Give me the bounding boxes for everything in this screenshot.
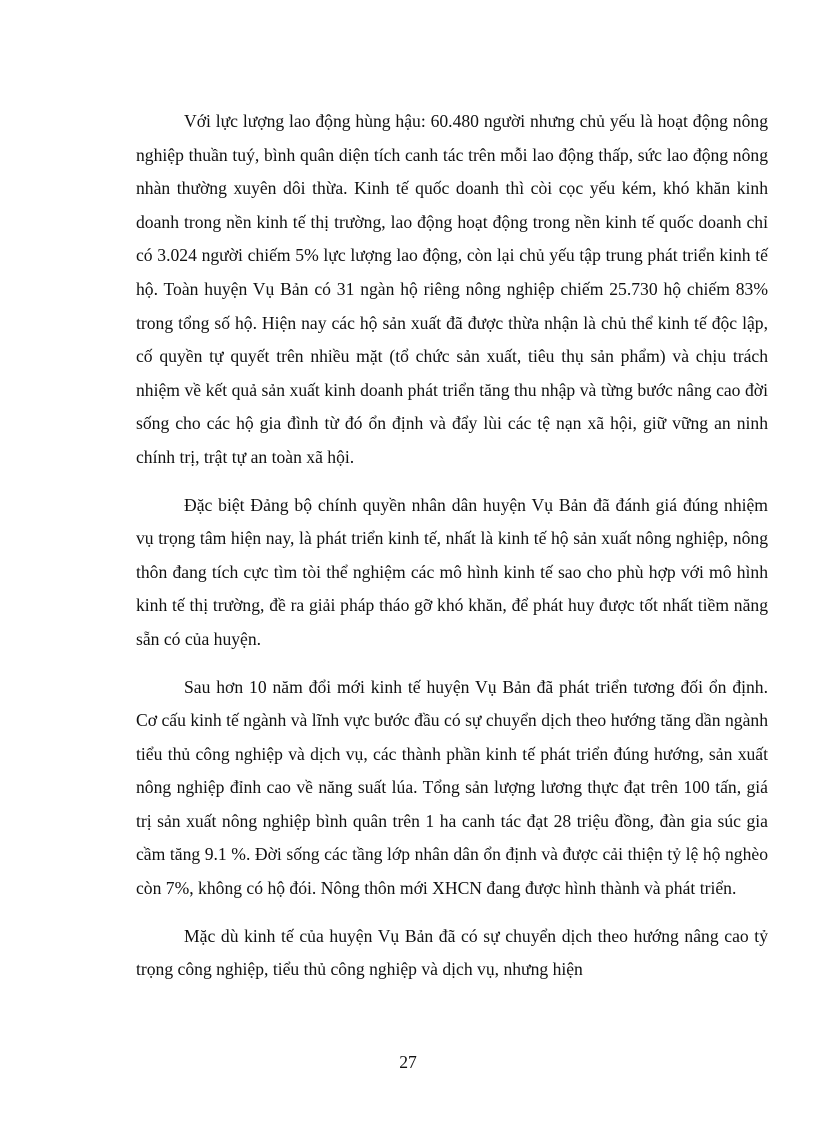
paragraph-economic-renewal: Sau hơn 10 năm đổi mới kinh tế huyện Vụ Bản đã phát triển tương đối ổn định. Cơ cấu kinh tế ngành và lĩnh vực bước đầu có sự chuyển dịch theo hướng tăng dần ngành tiểu thủ công nghiệp và dịch vụ, các thành phần kinh tế phát triển đúng hướng, sản xuất nông nghiệp đỉnh cao về năng suất lúa. Tổng sản lượng lương thực đạt trên 100 tấn, giá trị sản xuất nông nghiệp bình quân trên 1 ha canh tác đạt 28 triệu đồng, đàn gia súc gia cầm tăng 9.1 %. Đời sống các tầng lớp nhân dân ổn định và được cải thiện tỷ lệ hộ nghèo còn 7%, không có hộ đói. Nông thôn mới XHCN đang được hình thành và phát triển. [136, 676, 768, 899]
paragraph-labor-force: Với lực lượng lao động hùng hậu: 60.480 người nhưng chủ yếu là hoạt động nông nghiệp thuần tuý, bình quân diện tích canh tác trên mỗi lao động thấp, sức lao động nông nhàn thường xuyên dôi thừa. Kinh tế quốc doanh thì còi cọc yếu kém, khó khăn kinh doanh trong nền kinh tế thị trường, lao động hoạt động trong nền kinh tế quốc doanh chỉ có 3.024 người chiếm 5% lực lượng lao động, còn lại chủ yếu tập trung phát triển kinh tế hộ. Toàn huyện Vụ Bản có 31 ngàn hộ riêng nông nghiệp chiếm 25.730 hộ chiếm 83% trong tổng số hộ. Hiện nay các hộ sản xuất đã được thừa nhận là chủ thể kinh tế độc lập, cố quyền tự quyết trên nhiều mặt (tổ chức sản xuất, tiêu thụ sản phẩm) và chịu trách nhiệm về kết quả sản xuất kinh doanh phát triển tăng thu nhập và từng bước nâng cao đời sống cho các hộ gia đình từ đó ổn định và đẩy lùi các tệ nạn xã hội, giữ vững an ninh chính trị, trật tự an toàn xã hội. [136, 111, 768, 467]
paragraph-economic-shift: Mặc dù kinh tế của huyện Vụ Bản đã có sự chuyển dịch theo hướng nâng cao tỷ trọng công nghiệp, tiểu thủ công nghiệp và dịch vụ, nhưng hiện [136, 925, 768, 980]
paragraph-party-committee: Đặc biệt Đảng bộ chính quyền nhân dân huyện Vụ Bản đã đánh giá đúng nhiệm vụ trọng tâm hiện nay, là phát triển kinh tế, nhất là kinh tế hộ sản xuất nông nghiệp, nông thôn đang tích cực tìm tòi thể nghiệm các mô hình kinh tế sao cho phù hợp với mô hình kinh tế thị trường, đề ra giải pháp tháo gỡ khó khăn, để phát huy được tốt nhất tiềm năng sẵn có của huyện. [136, 494, 768, 649]
page-number: 27 [399, 1052, 417, 1072]
body-text [136, 105, 768, 1001]
